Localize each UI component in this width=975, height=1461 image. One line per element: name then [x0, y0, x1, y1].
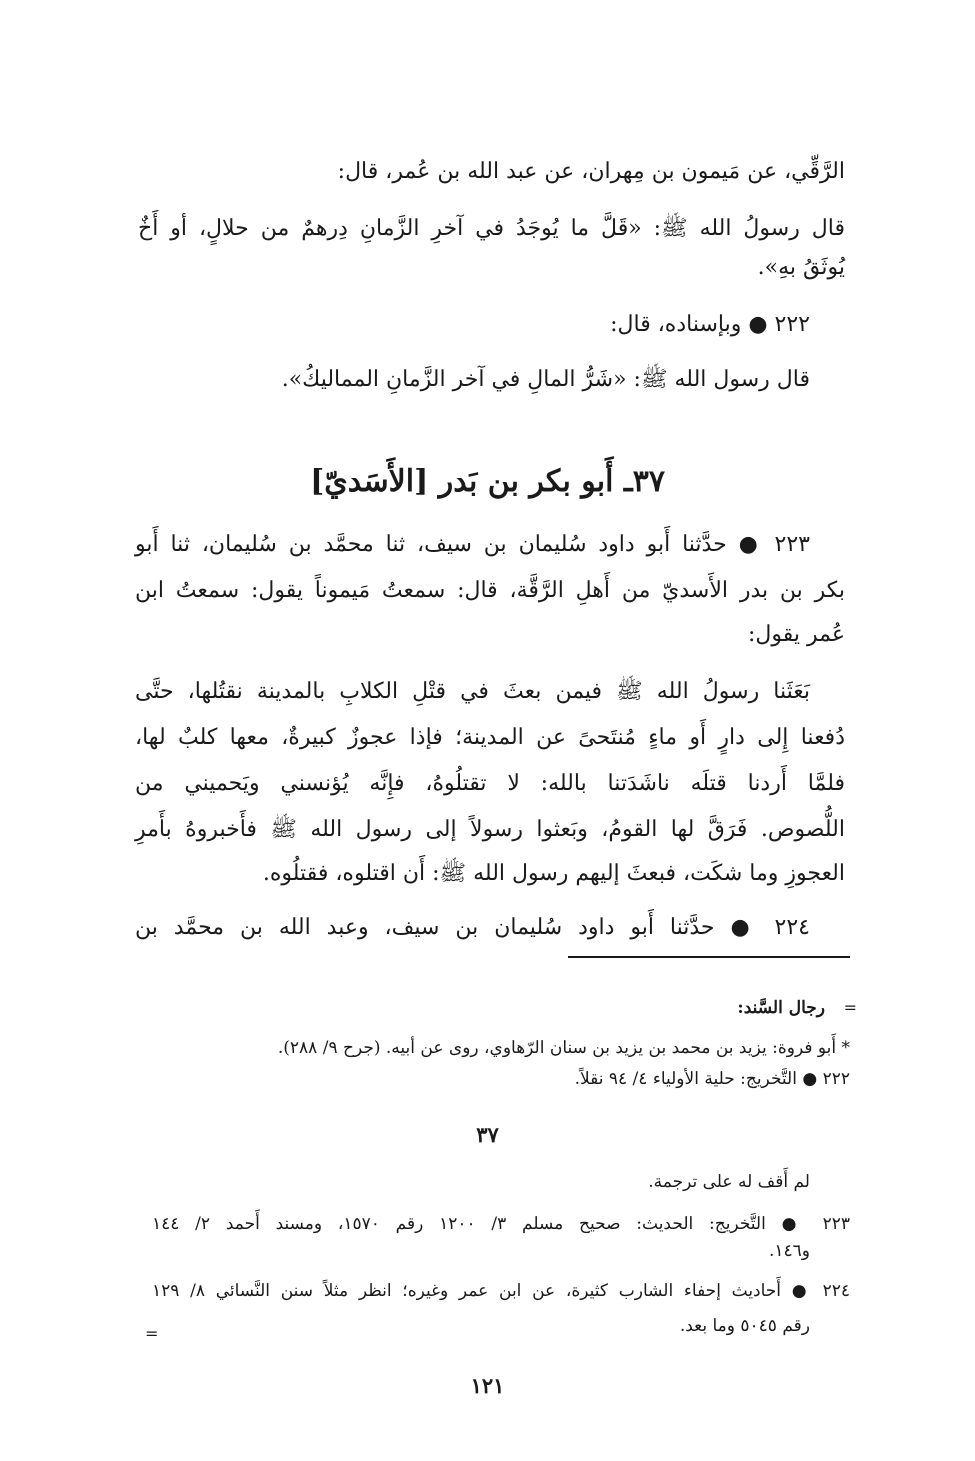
footnote-line-4: لم أَقف له على ترجمة. — [648, 1172, 810, 1192]
continuation-mark-top: = — [843, 998, 857, 1017]
footnote-line-6: و١٤٦. — [768, 1241, 810, 1261]
continuation-mark-bottom: = — [145, 1324, 159, 1343]
footnote-line-5: ٢٢٣ ● التَّخريج: الحديث: صحيح مسلم ٣/ ١٢٠٠ رقم ١٥٧٠، ومسند أَحمد ٢/ ١٤٤ — [152, 1214, 850, 1234]
body-line-7: بكر بن بدر الأَسديّ من أَهلِ الرَّقَّة، قال: سمعتُ مَيموناً يقول: سمعتُ ابن — [135, 578, 845, 603]
body-line-3: يُوثَقُ بهِ». — [757, 255, 845, 280]
body-line-1: الرَّقِّي، عن مَيمون بن مِهران، عن عبد الله بن عُمر، قال: — [337, 159, 845, 184]
body-line-10: دُفعنا إِلى دارٍ أَو ماءٍ مُنتَحىً عن المدينة؛ فإذا عجوزٌ كبيرةٌ، معها كلبٌ لها، — [135, 725, 845, 750]
body-line-4: ٢٢٢ ● وبإسناده، قال: — [610, 312, 810, 337]
footnote-section-number: ٣٧ — [476, 1122, 499, 1147]
body-line-11: فلمَّا أَردنا قتلَه ناشَدَتنا بالله: لا تقتلُوهُ، فإِنَّه يُؤنسني ويَحميني من — [135, 771, 845, 796]
section-heading: ٣٧ـ أَبو بكر بن بَدر [الأَسَديّ] — [310, 464, 665, 499]
body-line-6: ٢٢٣ ● حدَّثنا أَبو داود سُليمان بن سيف، ثنا محمَّد بن سُليمان، ثنا أَبو — [135, 532, 810, 557]
footnote-line-8: رقم ٥٠٤٥ وما بعد. — [679, 1316, 810, 1336]
footnote-line-1: رجال السَّند: — [737, 998, 825, 1018]
page-number: ١٢١ — [470, 1373, 505, 1398]
footnote-separator — [568, 956, 850, 958]
body-line-12: اللُّصوص. فَرَقَّ لها القومُ، وبَعثوا رسولاً إلى رسول الله ﷺ فأَخبروهُ بأَمرِ — [135, 817, 845, 842]
footnote-line-3: ٢٢٢ ● التَّخريج: حلية الأولياء ٤/ ٩٤ نقلاً. — [574, 1069, 850, 1089]
body-line-8: عُمر يقول: — [748, 622, 845, 647]
footnote-line-7: ٢٢٤ ● أَحاديث إحفاء الشارب كثيرة، عن ابن عمر وغيره؛ انظر مثلاً سنن النَّسائي ٨/ ١٢٩ — [152, 1281, 850, 1301]
body-line-13: العجوزِ وما شكَت، فبعثَ إليهم رسول الله ﷺ: أَن اقتلوه، فقتلُوه. — [262, 861, 845, 886]
body-line-9: بَعَثَنا رسولُ الله ﷺ فيمن بعثَ في قتْلِ الكلابِ بالمدينة نقتُلها، حتَّى — [135, 679, 810, 704]
body-line-2: قال رسولُ الله ﷺ: «قَلَّ ما يُوجَدُ في آخرِ الزَّمانِ دِرهمٌ من حلالٍ، أو أَخٌ — [138, 216, 845, 241]
footnote-line-2: * أَبو فروة: يزيد بن محمد بن يزيد بن سنان الرّهاوي، روى عن أبيه. (جرح ٩/ ٢٨٨). — [277, 1038, 850, 1058]
body-line-5: قال رسول الله ﷺ: «شَرُّ المالِ في آخر الزَّمانِ المماليكُ». — [281, 367, 810, 392]
body-line-14: ٢٢٤ ● حدَّثنا أَبو داود سُليمان بن سيف، وعبد الله بن محمَّد بن — [135, 915, 810, 940]
